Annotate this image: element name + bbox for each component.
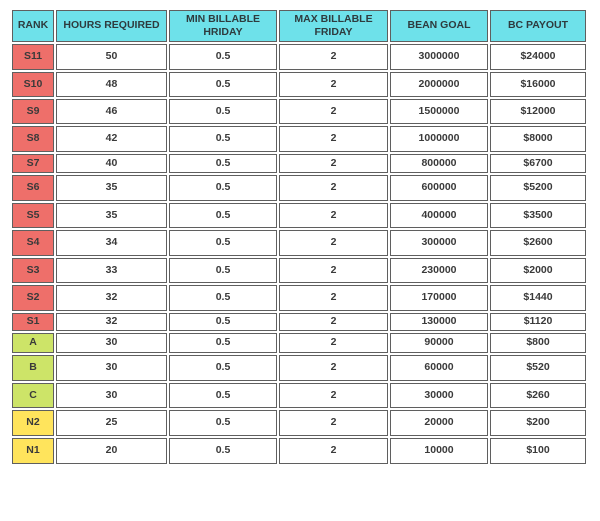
hours-required-cell: 30 [56,355,167,381]
header-rank: RANK [12,10,54,42]
bean-goal-cell: 300000 [390,230,488,256]
rank-cell: C [12,383,54,408]
payout-table [12,10,590,466]
rank-cell: A [12,333,54,353]
min-billable-cell: 0.5 [169,258,277,283]
header-bc-payout: BC PAYOUT [490,10,586,42]
rank-cell: S6 [12,175,54,201]
bean-goal-cell: 3000000 [390,44,488,70]
bc-payout-cell: $16000 [490,72,586,97]
hours-required-cell: 32 [56,285,167,311]
bean-goal-cell: 400000 [390,203,488,228]
rank-cell: S1 [12,313,54,331]
min-billable-cell: 0.5 [169,410,277,436]
hours-required-cell: 35 [56,175,167,201]
min-billable-cell: 0.5 [169,438,277,464]
bean-goal-cell: 230000 [390,258,488,283]
bean-goal-cell: 1000000 [390,126,488,152]
hours-required-cell: 32 [56,313,167,331]
bc-payout-cell: $2600 [490,230,586,256]
max-billable-cell: 2 [279,383,388,408]
rank-cell: S7 [12,154,54,173]
bean-goal-cell: 1500000 [390,99,488,124]
rank-cell: B [12,355,54,381]
bean-goal-cell: 2000000 [390,72,488,97]
rank-cell: S5 [12,203,54,228]
hours-required-cell: 34 [56,230,167,256]
min-billable-cell: 0.5 [169,203,277,228]
header-max-billable: MAX BILLABLE FRIDAY [279,10,388,42]
max-billable-cell: 2 [279,285,388,311]
max-billable-cell: 2 [279,333,388,353]
header-hours-required: HOURS REQUIRED [56,10,167,42]
max-billable-cell: 2 [279,230,388,256]
bean-goal-cell: 30000 [390,383,488,408]
min-billable-cell: 0.5 [169,355,277,381]
min-billable-cell: 0.5 [169,72,277,97]
hours-required-cell: 30 [56,383,167,408]
hours-required-cell: 40 [56,154,167,173]
bc-payout-cell: $3500 [490,203,586,228]
bc-payout-cell: $200 [490,410,586,436]
max-billable-cell: 2 [279,258,388,283]
header-bean-goal: BEAN GOAL [390,10,488,42]
hours-required-cell: 20 [56,438,167,464]
header-min-billable: MIN BILLABLE HRIDAY [169,10,277,42]
rank-cell: N2 [12,410,54,436]
max-billable-cell: 2 [279,313,388,331]
min-billable-cell: 0.5 [169,44,277,70]
bc-payout-cell: $800 [490,333,586,353]
hours-required-cell: 42 [56,126,167,152]
bean-goal-cell: 800000 [390,154,488,173]
max-billable-cell: 2 [279,126,388,152]
min-billable-cell: 0.5 [169,154,277,173]
max-billable-cell: 2 [279,410,388,436]
min-billable-cell: 0.5 [169,333,277,353]
min-billable-cell: 0.5 [169,285,277,311]
bc-payout-cell: $1440 [490,285,586,311]
bean-goal-cell: 130000 [390,313,488,331]
hours-required-cell: 33 [56,258,167,283]
max-billable-cell: 2 [279,203,388,228]
rank-cell: S4 [12,230,54,256]
hours-required-cell: 46 [56,99,167,124]
rank-cell: S2 [12,285,54,311]
rank-cell: S9 [12,99,54,124]
bc-payout-cell: $1120 [490,313,586,331]
min-billable-cell: 0.5 [169,230,277,256]
bean-goal-cell: 20000 [390,410,488,436]
bc-payout-cell: $8000 [490,126,586,152]
bc-payout-cell: $6700 [490,154,586,173]
bean-goal-cell: 600000 [390,175,488,201]
hours-required-cell: 48 [56,72,167,97]
bc-payout-cell: $5200 [490,175,586,201]
max-billable-cell: 2 [279,44,388,70]
bc-payout-cell: $12000 [490,99,586,124]
rank-cell: N1 [12,438,54,464]
rank-cell: S11 [12,44,54,70]
bc-payout-cell: $520 [490,355,586,381]
min-billable-cell: 0.5 [169,175,277,201]
max-billable-cell: 2 [279,72,388,97]
max-billable-cell: 2 [279,154,388,173]
min-billable-cell: 0.5 [169,313,277,331]
min-billable-cell: 0.5 [169,126,277,152]
rank-cell: S3 [12,258,54,283]
rank-cell: S8 [12,126,54,152]
max-billable-cell: 2 [279,99,388,124]
bc-payout-cell: $100 [490,438,586,464]
bc-payout-cell: $24000 [490,44,586,70]
hours-required-cell: 30 [56,333,167,353]
bean-goal-cell: 10000 [390,438,488,464]
hours-required-cell: 25 [56,410,167,436]
bean-goal-cell: 90000 [390,333,488,353]
max-billable-cell: 2 [279,175,388,201]
bc-payout-cell: $2000 [490,258,586,283]
rank-cell: S10 [12,72,54,97]
max-billable-cell: 2 [279,355,388,381]
hours-required-cell: 50 [56,44,167,70]
hours-required-cell: 35 [56,203,167,228]
min-billable-cell: 0.5 [169,99,277,124]
bean-goal-cell: 170000 [390,285,488,311]
max-billable-cell: 2 [279,438,388,464]
bc-payout-cell: $260 [490,383,586,408]
min-billable-cell: 0.5 [169,383,277,408]
bean-goal-cell: 60000 [390,355,488,381]
